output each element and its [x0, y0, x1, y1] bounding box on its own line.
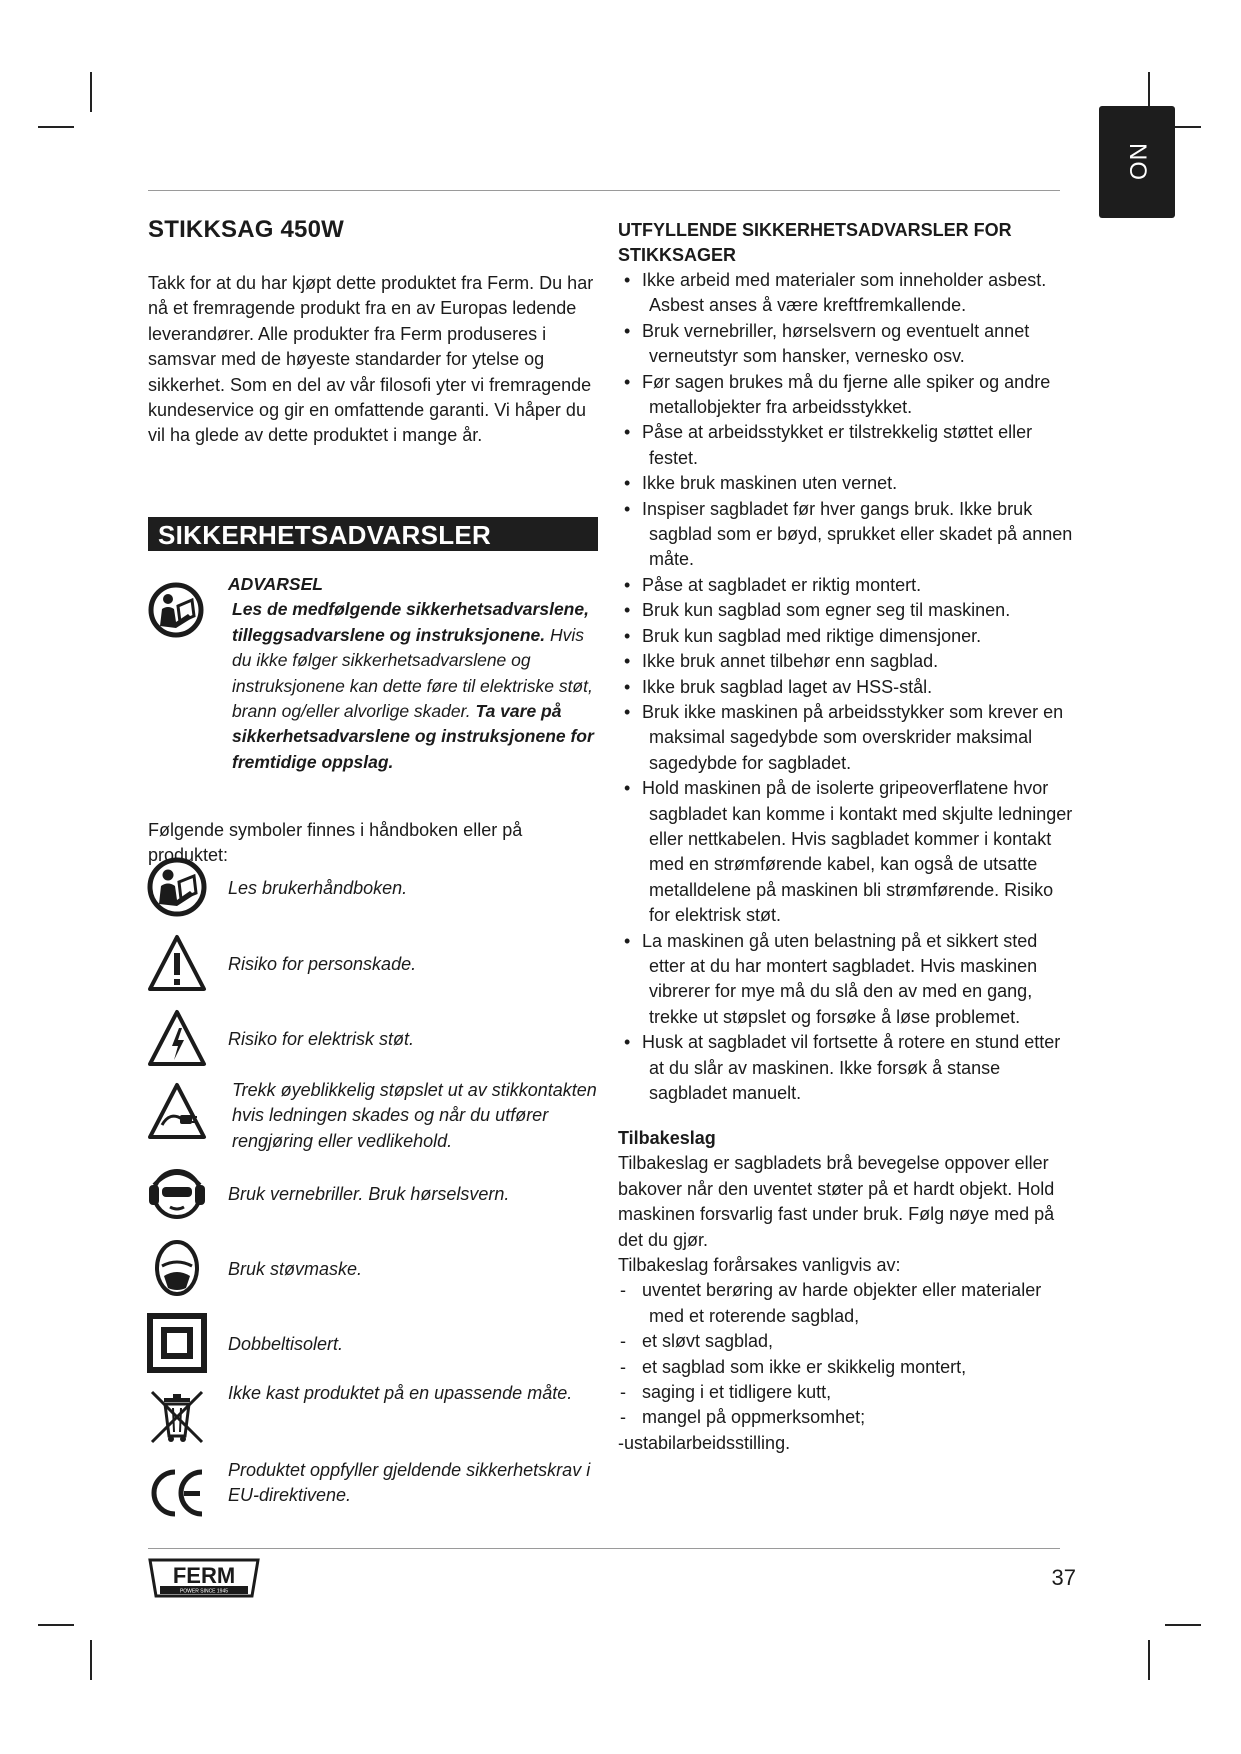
ferm-logo	[148, 1558, 260, 1598]
weee-bin-icon	[146, 1386, 208, 1448]
symbol-text: Bruk vernebriller. Bruk hørselsvern.	[228, 1184, 510, 1204]
list-item: • Ikke arbeid med materialer som inneholder asbest. Asbest anses å være kreftfremkallende.	[624, 270, 1047, 316]
left-column	[148, 216, 598, 449]
symbol-text: Dobbeltisolert.	[228, 1334, 344, 1354]
list-item: • Inspiser sagbladet før hver gangs bruk. Ikke bruk sagblad som er bøyd, sprukket eller skadet på annen måte.	[624, 498, 1073, 570]
crop-mark	[1165, 1624, 1201, 1626]
right-column	[618, 218, 1078, 1456]
symbol-text: Produktet oppfyller gjeldende sikkerhetskrav i EU-direktivene.	[228, 1460, 591, 1506]
list-item: - et sløvt sagblad,	[620, 1331, 774, 1352]
language-tab	[1099, 106, 1175, 218]
read-manual-icon	[148, 582, 204, 638]
kickback-causes-intro: Tilbakeslag forårsakes vanligvis av:	[618, 1255, 901, 1276]
intro-paragraph: Takk for at du har kjøpt dette produktet fra Ferm. Du har nå et fremragende produkt fra en av Europas ledende leverandører. Alle produkter fra Ferm produseres i samsvar med de høyeste standarder for ytelse og sikkerhet. Som en del av vår filosofi yter vi fremragende kundeservice og gir en omfattende garanti. Vi håper du vil ha glede av dette produktet i mange år.	[148, 273, 594, 446]
symbol-text: Trekk øyeblikkelig støpslet ut av stikkontakten hvis ledningen skades og når du utfører rengjøring eller vedlikehold.	[232, 1080, 597, 1151]
double-insulated-icon	[146, 1312, 208, 1374]
list-item: - et sagblad som ikke er skikkelig montert,	[620, 1356, 967, 1377]
list-item: • Påse at sagbladet er riktig montert.	[624, 574, 922, 595]
list-item: • Bruk kun sagblad som egner seg til maskinen.	[624, 600, 1011, 621]
warning-body: Hvis du ikke følger sikkerhetsadvarslene og instruksjonene kan dette føre til elektriske støt, brann og/eller alvorlige skader.	[232, 624, 593, 722]
crop-mark	[38, 1624, 74, 1626]
svg-text:FERM: FERM	[172, 1563, 236, 1588]
unplug-icon	[146, 1081, 208, 1143]
list-item: • Før sagen brukes må du fjerne alle spiker og andre metallobjekter fra arbeidsstykket.	[624, 371, 1051, 418]
list-item: • Påse at arbeidsstykket er tilstrekkelig støttet eller festet.	[624, 422, 1033, 468]
list-item: - mangel på oppmerksomhet;	[620, 1407, 866, 1428]
crop-mark	[90, 72, 92, 112]
symbol-text: Risiko for elektrisk støt.	[228, 1029, 415, 1049]
warning-bold-tail: Ta vare på sikkerhetsadvarslene og instruksjonene for fremtidige oppslag.	[232, 701, 594, 772]
symbol-text: Ikke kast produktet på en upassende måte.	[228, 1383, 573, 1403]
goggles-earmuffs-icon	[146, 1163, 208, 1225]
list-item: • Bruk kun sagblad med riktige dimensjoner.	[624, 625, 982, 646]
list-item: - saging i et tidligere kutt,	[620, 1382, 832, 1403]
crop-mark	[38, 126, 74, 128]
safety-banner-label: SIKKERHETSADVARSLER	[158, 520, 492, 550]
list-item: • Bruk vernebriller, hørselsvern og eventuelt annet verneutstyr som hansker, vernesko osv.	[624, 320, 1030, 367]
bottom-rule	[148, 1548, 1060, 1549]
list-item: • Husk at sagbladet vil fortsette å rotere en stund etter at du slår av maskinen. Ikke forsøk å stanse sagbladet manuelt.	[624, 1032, 1061, 1103]
safety-bullet-list	[618, 268, 1078, 1106]
crop-mark	[90, 1640, 92, 1680]
warning-bold-lead: Les de medfølgende sikkerhetsadvarslene, tilleggsadvarslene og instruksjonene.	[232, 599, 589, 645]
list-item: • Ikke bruk annet tilbehør enn sagblad.	[624, 651, 939, 672]
list-item: • Bruk ikke maskinen på arbeidsstykker som krever en maksimal sagedybde som overskrider maksimal sagedybde for sagbladet.	[624, 701, 1064, 773]
warning-triangle-icon	[146, 933, 208, 995]
warning-block	[228, 572, 600, 775]
svg-text:POWER SINCE 1945: POWER SINCE 1945	[179, 1588, 229, 1595]
kickback-paragraph: Tilbakeslag er sagbladets brå bevegelse oppover eller bakover når den uventet støter på et hardt objekt. Hold maskinen forsvarlig fast under bruk. Følg nøye med på det du gjør.	[618, 1153, 1055, 1250]
product-title: STIKKSAG 450W	[148, 216, 344, 243]
list-item: • Hold maskinen på de isolerte gripeoverflatene hvor sagbladet kan komme i kontakt med skjulte ledninger eller nettkabelen. Hvis sagbladet kommer i kontakt med en strømførende kabel, kan også de utsatte metalldelene på maskinen bli strømførende. Risiko for elektrisk støt.	[624, 778, 1073, 926]
supplementary-warnings-heading: UTFYLLENDE SIKKERHETSADVARSLER FOR STIKKSAGER	[618, 220, 1012, 265]
kickback-causes-list	[618, 1278, 1078, 1430]
symbols-intro: Følgende symboler finnes i håndboken eller på produktet:	[148, 820, 523, 866]
page-number: 37	[1051, 1565, 1076, 1590]
dust-mask-icon	[146, 1238, 208, 1300]
crop-mark	[1148, 1640, 1150, 1680]
read-manual-icon	[146, 856, 208, 918]
ce-mark-icon	[146, 1462, 208, 1524]
list-item: • Ikke bruk sagblad laget av HSS-stål.	[624, 676, 933, 697]
list-item: • La maskinen gå uten belastning på et sikkert sted etter at du har montert sagbladet. Hvis maskinen vibrerer for mye må du slå den av med en gang, trekke ut støpslet og forsøke å løse problemet.	[624, 930, 1038, 1027]
kickback-heading: Tilbakeslag	[618, 1128, 716, 1149]
symbol-text: Bruk støvmaske.	[228, 1259, 363, 1279]
symbol-text: Les brukerhåndboken.	[228, 878, 408, 898]
list-item: • Ikke bruk maskinen uten vernet.	[624, 473, 898, 494]
language-tab-label: NO	[1124, 143, 1151, 181]
symbol-text: Risiko for personskade.	[228, 954, 417, 974]
list-item: - uventet berøring av harde objekter eller materialer med et roterende sagblad,	[620, 1280, 1042, 1326]
kickback-last-line: -ustabilarbeidsstilling.	[618, 1432, 791, 1453]
top-rule	[148, 190, 1060, 191]
electric-shock-icon	[146, 1008, 208, 1070]
safety-banner	[148, 517, 598, 551]
warning-heading: ADVARSEL	[228, 574, 323, 594]
